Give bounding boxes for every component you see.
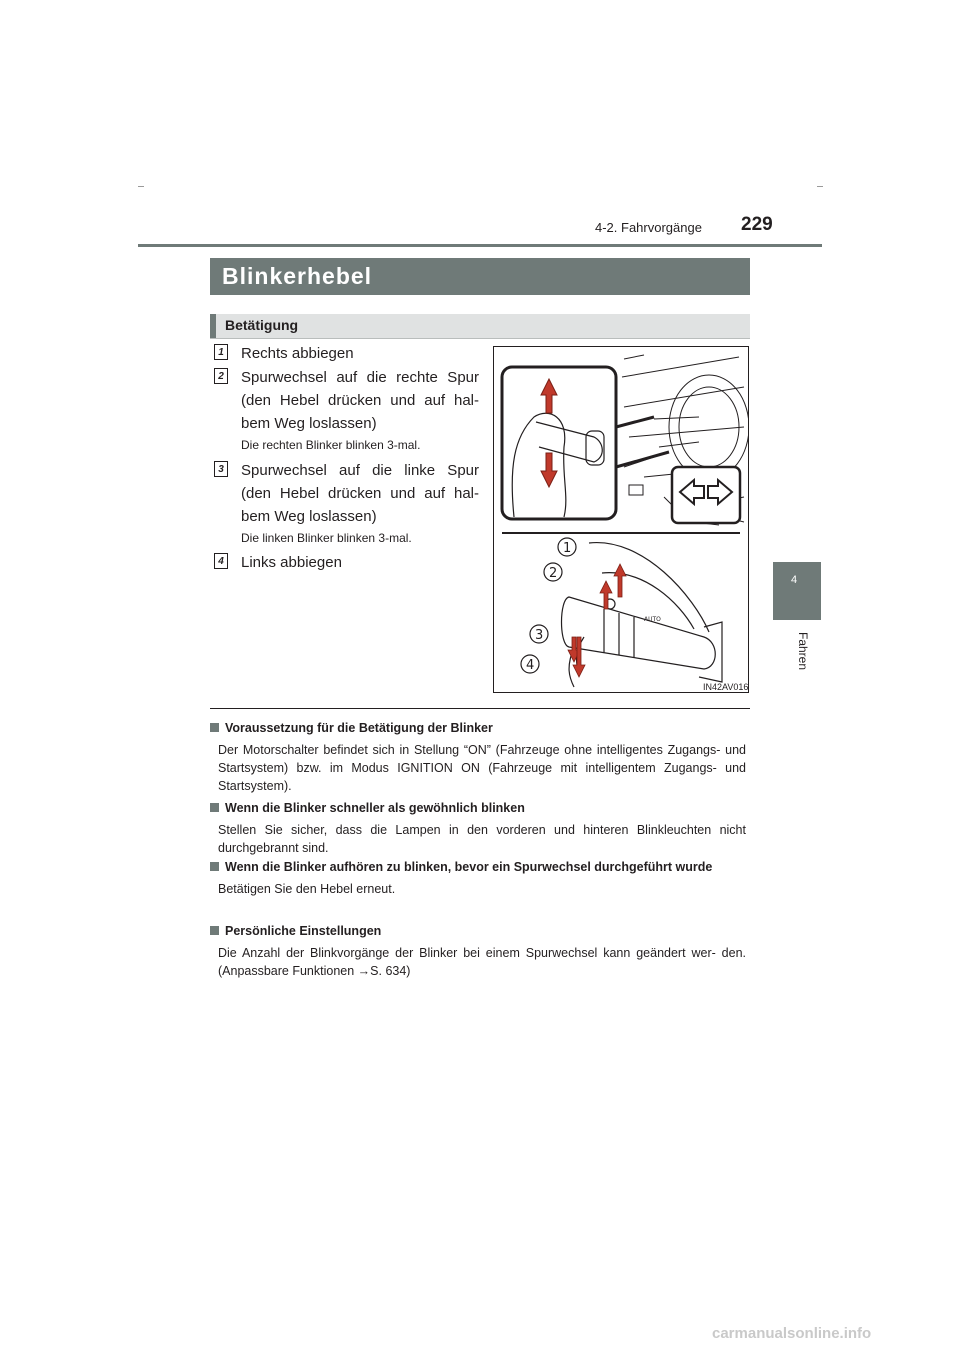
callout-4: 4 bbox=[526, 658, 535, 673]
crop-mark bbox=[138, 186, 144, 187]
callout-group bbox=[521, 538, 576, 673]
note-block bbox=[210, 719, 746, 795]
subtitle-bar bbox=[210, 314, 750, 339]
note-body: Der Motorschalter befindet sich in Stellung “ON” (Fahrzeuge ohne intelligentes Zugangs- und Startsystem) bzw. im Modus IGNITION ON (Fahrzeuge mit intelligentem Zugangs- und Startsystem). bbox=[218, 743, 746, 793]
note-block bbox=[210, 858, 746, 898]
callout-1: 1 bbox=[563, 541, 572, 556]
header-rule bbox=[138, 244, 822, 247]
separator bbox=[210, 708, 750, 709]
zoom-inset bbox=[502, 367, 616, 519]
square-bullet-icon bbox=[210, 803, 219, 812]
square-bullet-icon bbox=[210, 926, 219, 935]
callout-3: 3 bbox=[535, 628, 544, 643]
lever-drawing bbox=[494, 347, 748, 692]
note-body: Stellen Sie sicher, dass die Lampen in den vorderen und hinteren Blinkleuchten nicht durchgebrannt sind. bbox=[218, 823, 746, 855]
page-title: Blinkerhebel bbox=[222, 263, 373, 289]
item-text: Spurwechsel auf die linke Spur (den Hebel drücken und auf hal- bem Weg loslassen) bbox=[241, 462, 479, 525]
chapter-tab bbox=[773, 562, 821, 620]
svg-text:AUTO: AUTO bbox=[644, 616, 661, 623]
crop-mark bbox=[817, 186, 823, 187]
note-title: Voraussetzung für die Betätigung der Blinker bbox=[210, 719, 746, 737]
item-text: Links abbiegen bbox=[241, 554, 342, 571]
item-note: Die rechten Blinker blinken 3-mal. bbox=[241, 438, 421, 452]
item-number: 4 bbox=[214, 553, 228, 569]
item-number: 3 bbox=[214, 461, 228, 477]
note-title: Persönliche Einstellungen bbox=[210, 922, 746, 940]
item-note: Die linken Blinker blinken 3-mal. bbox=[241, 531, 412, 545]
callout-2: 2 bbox=[549, 566, 558, 581]
item-number: 2 bbox=[214, 368, 228, 384]
subtitle: Betätigung bbox=[225, 317, 299, 333]
note-block bbox=[210, 922, 746, 980]
square-bullet-icon bbox=[210, 723, 219, 732]
chapter-number: 4 bbox=[791, 574, 798, 586]
page-number: 229 bbox=[741, 214, 773, 235]
lever-illustration bbox=[493, 346, 749, 693]
title-bar bbox=[210, 258, 750, 295]
subtitle-accent bbox=[210, 314, 216, 338]
item-number: 1 bbox=[214, 344, 228, 360]
square-bullet-icon bbox=[210, 862, 219, 871]
note-title: Wenn die Blinker schneller als gewöhnlich blinken bbox=[210, 799, 746, 817]
watermark: carmanualsonline.info bbox=[712, 1325, 872, 1342]
chapter-label: Fahren bbox=[796, 632, 810, 671]
note-body: Betätigen Sie den Hebel erneut. bbox=[218, 882, 396, 896]
note-title: Wenn die Blinker aufhören zu blinken, bevor ein Spurwechsel durchgeführt wurde bbox=[210, 858, 746, 876]
note-block bbox=[210, 799, 746, 857]
section-title: 4-2. Fahrvorgänge bbox=[595, 220, 702, 235]
item-text: Spurwechsel auf die rechte Spur (den Hebel drücken und auf hal- bem Weg loslassen) bbox=[241, 369, 479, 432]
figure-id: IN42AV016 bbox=[703, 682, 749, 692]
note-body: Die Anzahl der Blinkvorgänge der Blinker bei einem Spurwechsel kann geändert wer- den. (Anpassbare Funktionen →S. 634) bbox=[218, 946, 746, 978]
item-text: Rechts abbiegen bbox=[241, 345, 354, 362]
